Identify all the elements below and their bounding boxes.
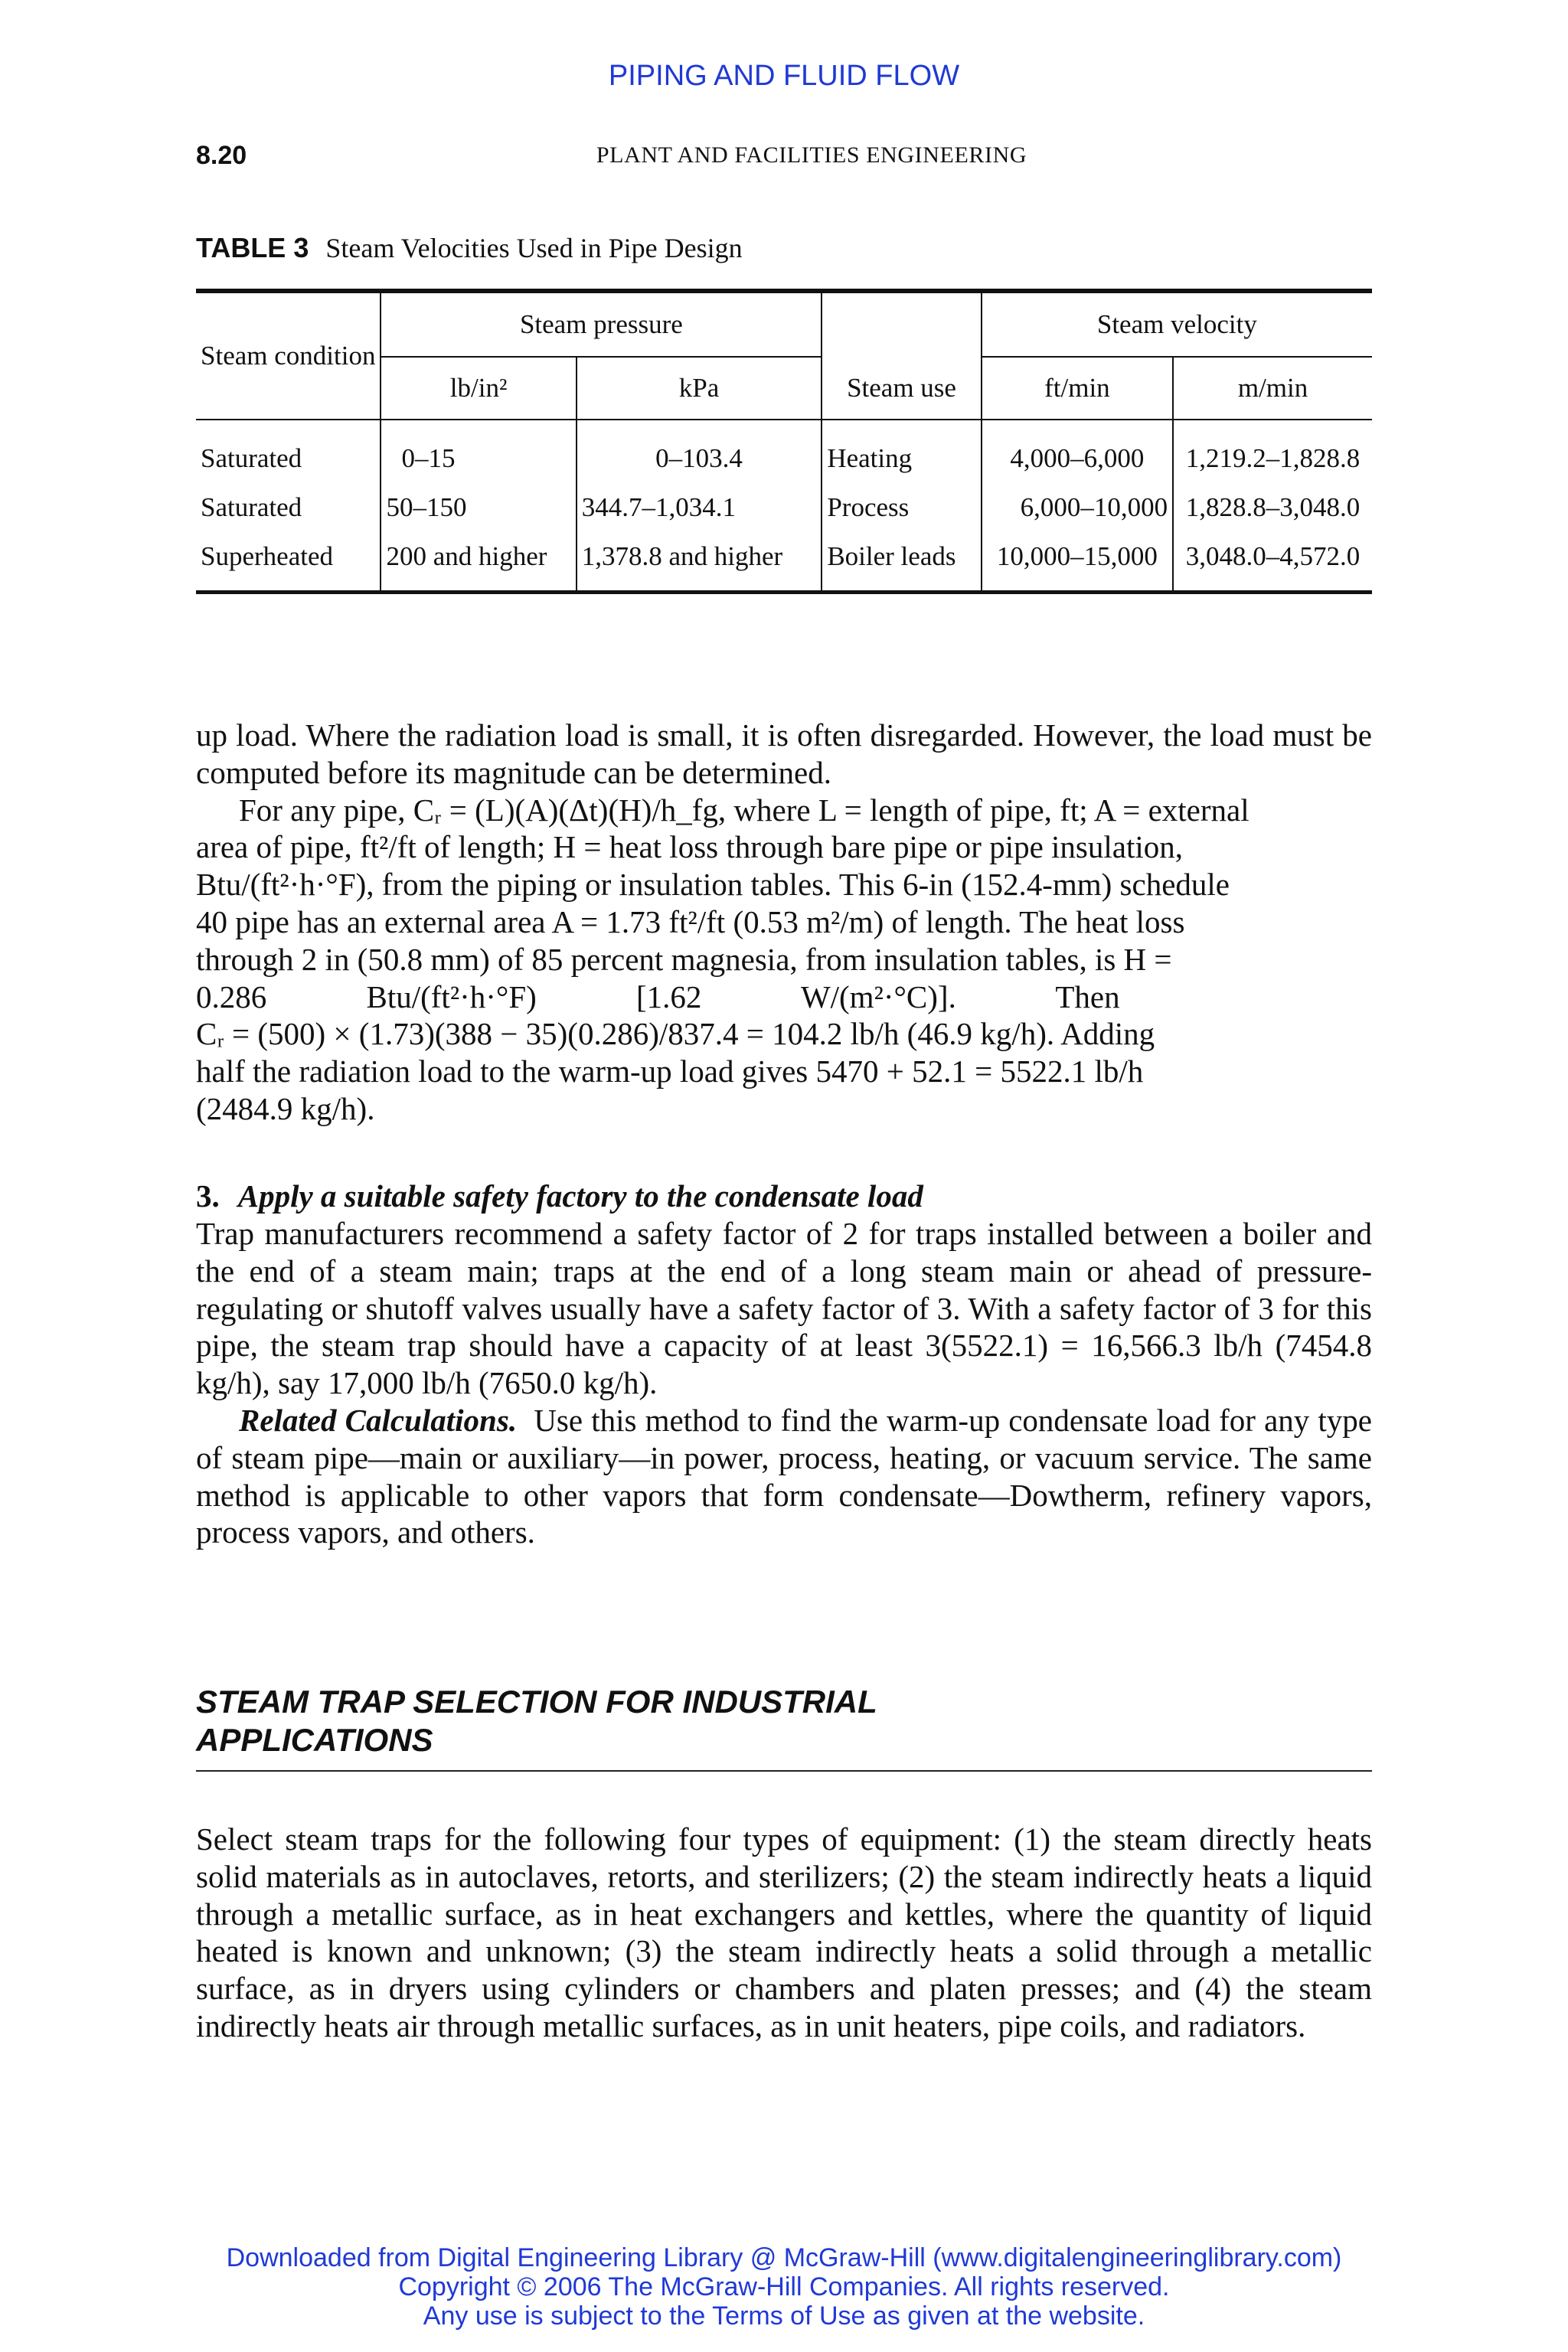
formula-line: through 2 in (50.8 mm) of 85 percent magnesia, from insulation tables, is H = <box>196 941 1172 977</box>
formula-line: For any pipe, Cᵣ = (L)(A)(Δt)(H)/h_fg, where L = length of pipe, ft; A = external <box>239 792 1250 828</box>
body-paragraphs <box>196 717 1372 1128</box>
step-heading <box>196 1178 923 1214</box>
step3-body <box>196 1215 1372 1551</box>
step-title: Apply a suitable safety factory to the condensate load <box>237 1178 923 1214</box>
cell-pressure-psi: 50–150 <box>381 483 576 532</box>
cell-velocity-ftmin: 10,000–15,000 <box>982 532 1173 593</box>
footer-copyright: Copyright © 2006 The McGraw-Hill Companies. All rights reserved. <box>398 2272 1170 2301</box>
section-title-line: STEAM TRAP SELECTION FOR INDUSTRIAL <box>196 1684 877 1720</box>
formula-line: half the radiation load to the warm-up load gives 5470 + 52.1 = 5522.1 lb/h <box>196 1054 1144 1089</box>
header-steam-velocity: Steam velocity <box>982 291 1372 357</box>
cell-velocity-mmin: 1,219.2–1,828.8 <box>1173 420 1372 483</box>
formula-line: 40 pipe has an external area A = 1.73 ft²/ft (0.53 m²/m) of length. The heat loss <box>196 903 1185 939</box>
header-steam-condition: Steam condition <box>196 291 381 420</box>
page-number: 8.20 <box>196 141 247 170</box>
cell-pressure-psi: 200 and higher <box>381 532 576 593</box>
footer-download-link[interactable]: Downloaded from Digital Engineering Library @ McGraw-Hill (www.digitalengineeringlibrary.com) <box>226 2243 1342 2272</box>
header-pressure-psi: lb/in² <box>381 357 576 420</box>
step-number: 3. <box>196 1178 220 1214</box>
section-body <box>196 1821 1372 2045</box>
running-head: PLANT AND FACILITIES ENGINEERING <box>596 142 1027 168</box>
formula-line: area of pipe, ft²/ft of length; H = heat loss through bare pipe or pipe insulation, <box>196 829 1183 865</box>
table-label: TABLE 3 <box>196 232 309 263</box>
cell-velocity-ftmin: 4,000–6,000 <box>982 420 1173 483</box>
cell-use: Heating <box>822 420 981 483</box>
formula-line: (2484.9 kg/h). <box>196 1090 375 1126</box>
section-title-line: APPLICATIONS <box>196 1722 433 1758</box>
cell-condition: Superheated <box>201 541 333 571</box>
header-pressure-kpa: kPa <box>577 357 822 420</box>
cell-pressure-psi: 0–15 <box>381 420 576 483</box>
cell-velocity-mmin: 1,828.8–3,048.0 <box>1173 483 1372 532</box>
related-text: Use this method to find the warm-up condensate load for any type of steam pipe—main or auxiliary—in power, process, heating, or vacuum service. The same method is applicable to other vapors that form condensate—Dowtherm, refinery vapors, process vapors, and others. <box>196 1402 1372 1550</box>
header-steam-pressure: Steam pressure <box>381 291 822 357</box>
cell-condition: Saturated <box>201 443 302 473</box>
paragraph: up load. Where the radiation load is small, it is often disregarded. However, the load must be computed before its magnitude can be determined. <box>196 717 1372 790</box>
section-title <box>196 1683 1372 1772</box>
cell-use: Process <box>822 483 981 532</box>
header-velocity-mmin: m/min <box>1173 357 1372 420</box>
cell-condition: Saturated <box>201 492 302 522</box>
cell-velocity-ftmin: 6,000–10,000 <box>982 483 1173 532</box>
related-label: Related Calculations. <box>239 1402 518 1438</box>
header-steam-use: Steam use <box>822 291 981 420</box>
table-caption <box>196 232 743 264</box>
table-row <box>196 532 1372 593</box>
formula-line: 0.286 Btu/(ft²·h·°F) [1.62 W/(m²·°C)]. Then <box>196 978 1120 1014</box>
formula-line: Cᵣ = (500) × (1.73)(388 − 35)(0.286)/837.4 = 104.2 lb/h (46.9 kg/h). Adding <box>196 1016 1155 1052</box>
steam-velocity-table <box>196 289 1372 594</box>
formula-line: Btu/(ft²·h·°F), from the piping or insulation tables. This 6-in (152.4-mm) schedule <box>196 867 1230 903</box>
paragraph: Trap manufacturers recommend a safety factor of 2 for traps installed between a boiler and the end of a steam main; traps at the end of a long steam main or ahead of pressure-regulating or shutoff valves usually have a safety factor of 3. With a safety factor of 3 for this pipe, the steam trap should have a capacity of at least 3(5522.1) = 16,566.3 lb/h (7454.8 kg/h), say 17,000 lb/h (7650.0 kg/h). <box>196 1216 1372 1401</box>
cell-velocity-mmin: 3,048.0–4,572.0 <box>1173 532 1372 593</box>
table-title: Steam Velocities Used in Pipe Design <box>325 233 743 263</box>
cell-pressure-kpa: 1,378.8 and higher <box>577 532 822 593</box>
chapter-header: PIPING AND FLUID FLOW <box>608 60 960 92</box>
cell-pressure-kpa: 0–103.4 <box>577 420 822 483</box>
paragraph: Select steam traps for the following four types of equipment: (1) the steam directly heats solid materials as in autoclaves, retorts, and sterilizers; (2) the steam indirectly heats a liquid through a metallic surface, as in heat exchangers and kettles, where the quantity of liquid heated is known and unknown; (3) the steam indirectly heats a solid through a metallic surface, as in dryers using cylinders or chambers and platen presses; and (4) the steam indirectly heats air through metallic surfaces, as in unit heaters, pipe coils, and radiators. <box>196 1821 1372 2043</box>
footer-terms: Any use is subject to the Terms of Use as given at the website. <box>423 2301 1145 2331</box>
related-calculations <box>196 1402 1372 1551</box>
table-row <box>196 483 1372 532</box>
table-row <box>196 420 1372 483</box>
cell-pressure-kpa: 344.7–1,034.1 <box>577 483 822 532</box>
formula-paragraph <box>196 792 1372 829</box>
header-velocity-ftmin: ft/min <box>982 357 1173 420</box>
footer <box>0 2243 1568 2331</box>
cell-use: Boiler leads <box>822 532 981 593</box>
